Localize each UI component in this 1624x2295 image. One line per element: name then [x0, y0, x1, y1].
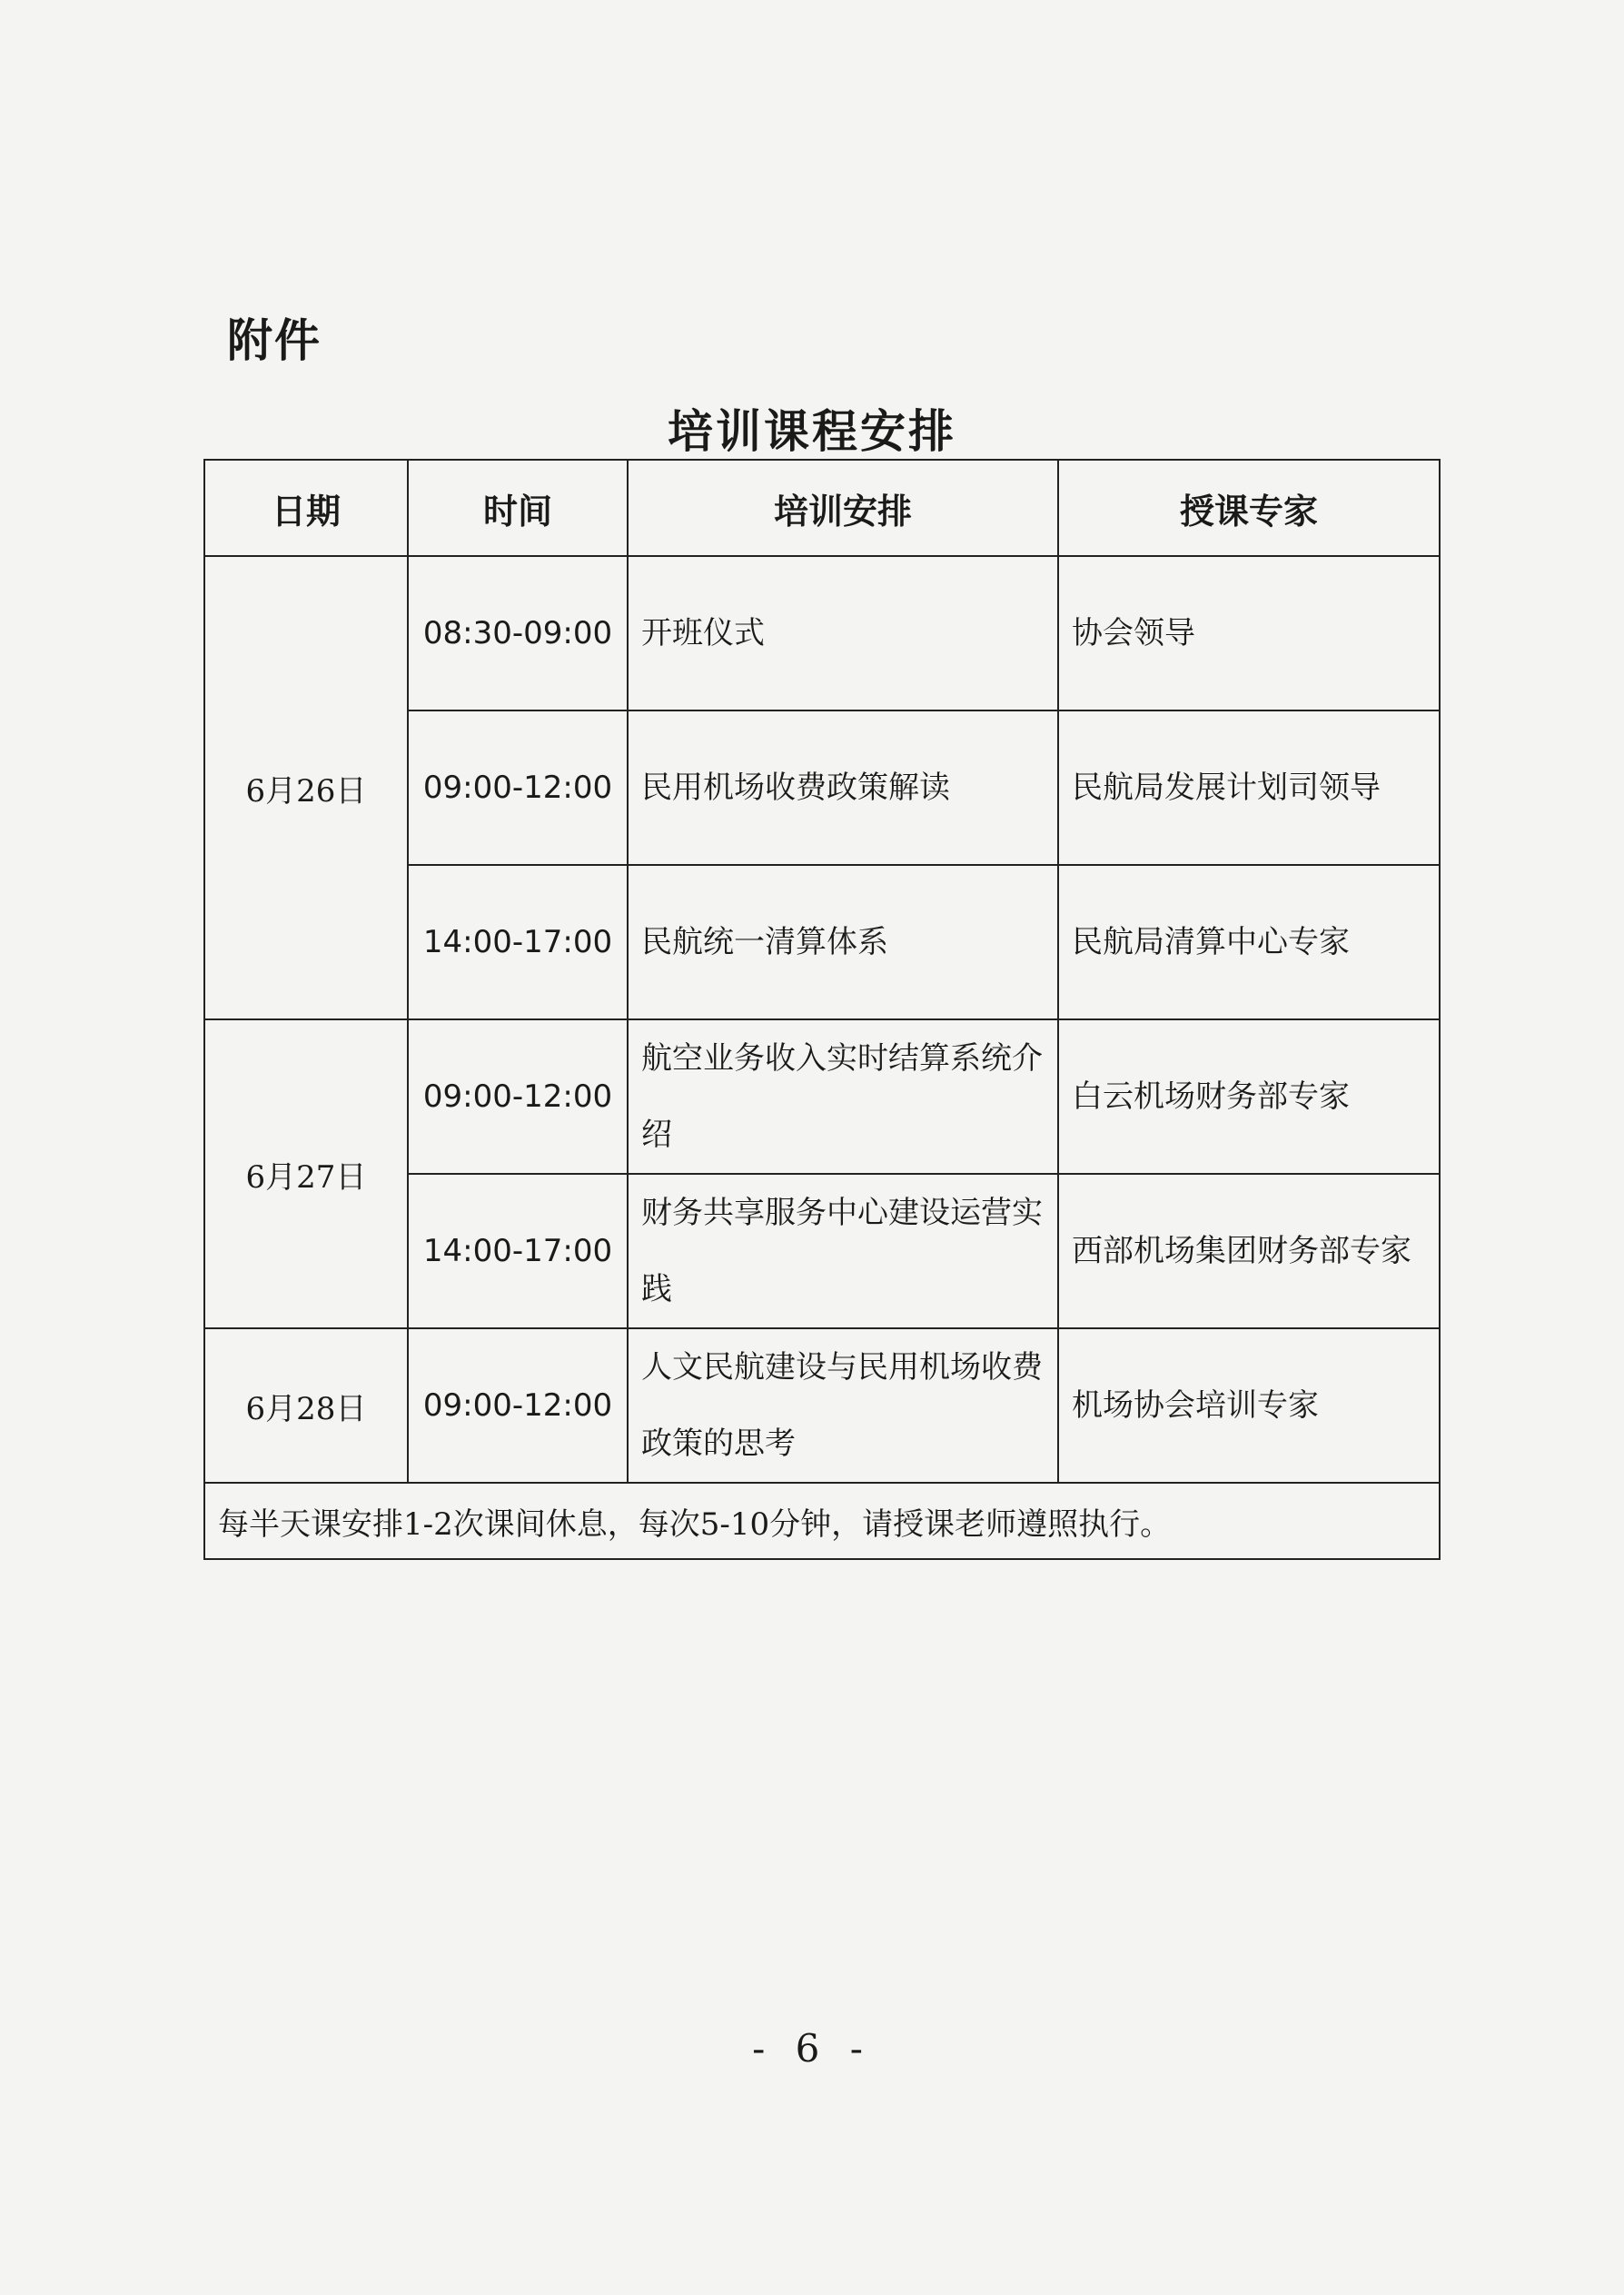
table-row	[204, 1328, 1440, 1483]
header-date: 日期	[204, 460, 408, 556]
table-row	[204, 1019, 1440, 1174]
page-title: 培训课程安排	[668, 405, 956, 458]
plan-cell: 民航统一清算体系	[628, 865, 1058, 1019]
time-cell: 14:00-17:00	[408, 865, 628, 1019]
plan-cell: 民用机场收费政策解读	[628, 710, 1058, 865]
table-row	[204, 556, 1440, 710]
time-cell: 09:00-12:00	[408, 1019, 628, 1174]
expert-cell: 民航局发展计划司领导	[1058, 710, 1440, 865]
table-header-row	[204, 460, 1440, 556]
expert-cell: 协会领导	[1058, 556, 1440, 710]
expert-cell: 机场协会培训专家	[1058, 1328, 1440, 1483]
date-cell: 6月27日	[204, 1019, 408, 1328]
expert-cell: 民航局清算中心专家	[1058, 865, 1440, 1019]
schedule-note: 每半天课安排1-2次课间休息，每次5-10分钟，请授课老师遵照执行。	[204, 1483, 1440, 1559]
time-cell: 09:00-12:00	[408, 710, 628, 865]
time-cell: 09:00-12:00	[408, 1328, 628, 1483]
plan-cell: 人文民航建设与民用机场收费政策的思考	[628, 1328, 1058, 1483]
header-plan: 培训安排	[628, 460, 1058, 556]
page-number: - 6 -	[752, 2026, 872, 2071]
training-schedule-table	[203, 459, 1441, 1560]
plan-cell: 财务共享服务中心建设运营实践	[628, 1174, 1058, 1328]
date-cell: 6月26日	[204, 556, 408, 1019]
plan-cell: 开班仪式	[628, 556, 1058, 710]
expert-cell: 西部机场集团财务部专家	[1058, 1174, 1440, 1328]
time-cell: 08:30-09:00	[408, 556, 628, 710]
plan-cell: 航空业务收入实时结算系统介绍	[628, 1019, 1058, 1174]
table-note-row	[204, 1483, 1440, 1559]
attachment-label: 附件	[227, 314, 322, 367]
date-cell: 6月28日	[204, 1328, 408, 1483]
time-cell: 14:00-17:00	[408, 1174, 628, 1328]
header-expert: 授课专家	[1058, 460, 1440, 556]
expert-cell: 白云机场财务部专家	[1058, 1019, 1440, 1174]
header-time: 时间	[408, 460, 628, 556]
